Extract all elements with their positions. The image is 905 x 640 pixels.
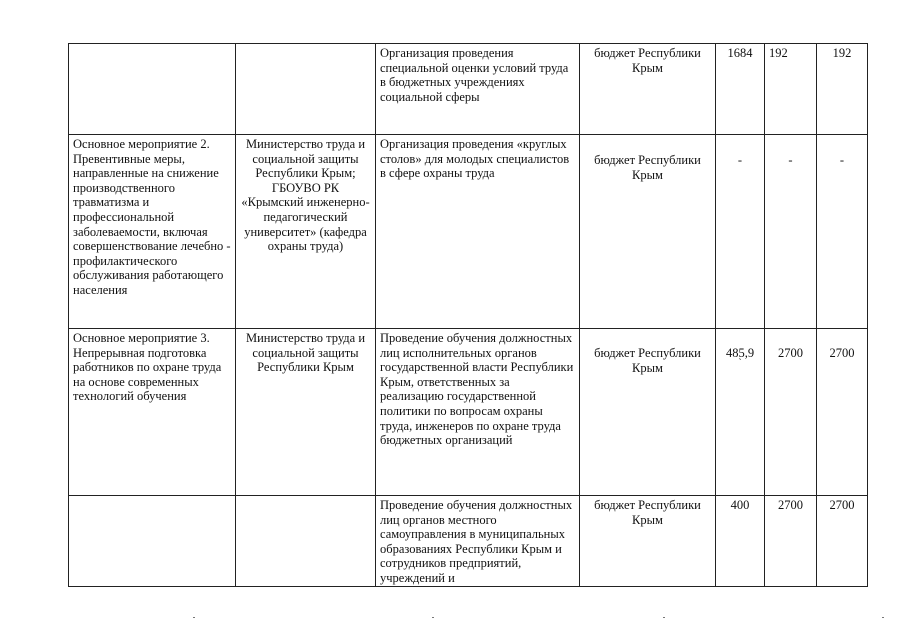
value-cell-2 bbox=[765, 329, 817, 496]
value-text-3: 2700 bbox=[829, 346, 855, 360]
program-activities-table bbox=[68, 43, 868, 587]
value-cell-1 bbox=[716, 329, 765, 496]
value-cell-3 bbox=[817, 135, 868, 329]
table-row bbox=[69, 135, 868, 329]
value-cell-1: 1684 bbox=[716, 44, 765, 135]
value-cell-3: 2700 bbox=[817, 496, 868, 587]
executor-cell bbox=[236, 44, 376, 135]
activity-cell bbox=[69, 496, 236, 587]
value-text-2: - bbox=[788, 153, 793, 167]
executor-cell: Министерство труда и социальной защиты Республики Крым bbox=[236, 329, 376, 496]
value-cell-1: 400 bbox=[716, 496, 765, 587]
funding-source-cell: бюджет Республики Крым bbox=[580, 496, 716, 587]
table-row bbox=[69, 44, 868, 135]
funding-source-cell: бюджет Республики Крым bbox=[580, 44, 716, 135]
executor-cell: Министерство труда и социальной защиты Республики Крым; ГБОУВО РК «Крымский инженерно-педагогический университет» (кафедра охраны труда) bbox=[236, 135, 376, 329]
scan-speck bbox=[432, 617, 434, 618]
table-row bbox=[69, 329, 868, 496]
activity-cell: Основное мероприятие 3. Непрерывная подготовка работников по охране труда на основе современных технологий обучения bbox=[69, 329, 236, 496]
value-cell-2: 2700 bbox=[765, 496, 817, 587]
funding-source-cell bbox=[580, 329, 716, 496]
value-cell-1 bbox=[716, 135, 765, 329]
value-cell-3: 192 bbox=[817, 44, 868, 135]
value-cell-2: 192 bbox=[765, 44, 817, 135]
executor-cell bbox=[236, 496, 376, 587]
value-text-1: 485,9 bbox=[725, 346, 755, 360]
funding-source-cell bbox=[580, 135, 716, 329]
value-text-3: - bbox=[839, 153, 845, 167]
scan-tick-mark: ` bbox=[738, 357, 742, 369]
activity-cell bbox=[69, 44, 236, 135]
activity-cell: Основное мероприятие 2. Превентивные меры, направленные на снижение производственного травматизма и профессиональной заболеваемости, включая совершенствование лечебно - профилактического обслуживания работающего населения bbox=[69, 135, 236, 329]
table-row bbox=[69, 496, 868, 587]
measure-cell: Организация проведения «круглых столов» для молодых специалистов в сфере охраны труда bbox=[376, 135, 580, 329]
funding-source-text: бюджет Республики Крым bbox=[594, 346, 701, 375]
measure-cell: Проведение обучения должностных лиц органов местного самоуправления в муниципальных образованиях Республики Крым и сотрудников предприятий, учреждений и bbox=[376, 496, 580, 587]
scan-speck bbox=[193, 617, 195, 618]
measure-cell: Организация проведения специальной оценки условий труда в бюджетных учреждениях социальной сферы bbox=[376, 44, 580, 135]
scan-speck bbox=[882, 617, 884, 618]
value-cell-3 bbox=[817, 329, 868, 496]
funding-source-text: бюджет Республики Крым bbox=[594, 153, 701, 182]
scan-speck bbox=[663, 617, 665, 618]
value-text-2: 2700 bbox=[778, 346, 803, 360]
value-cell-2 bbox=[765, 135, 817, 329]
value-text-1: - bbox=[737, 153, 743, 167]
measure-cell: Проведение обучения должностных лиц исполнительных органов государственной власти Республики Крым, ответственных за реализацию государственной политики по вопросам охраны труда, инженеров по охране труда бюджетных организаций bbox=[376, 329, 580, 496]
